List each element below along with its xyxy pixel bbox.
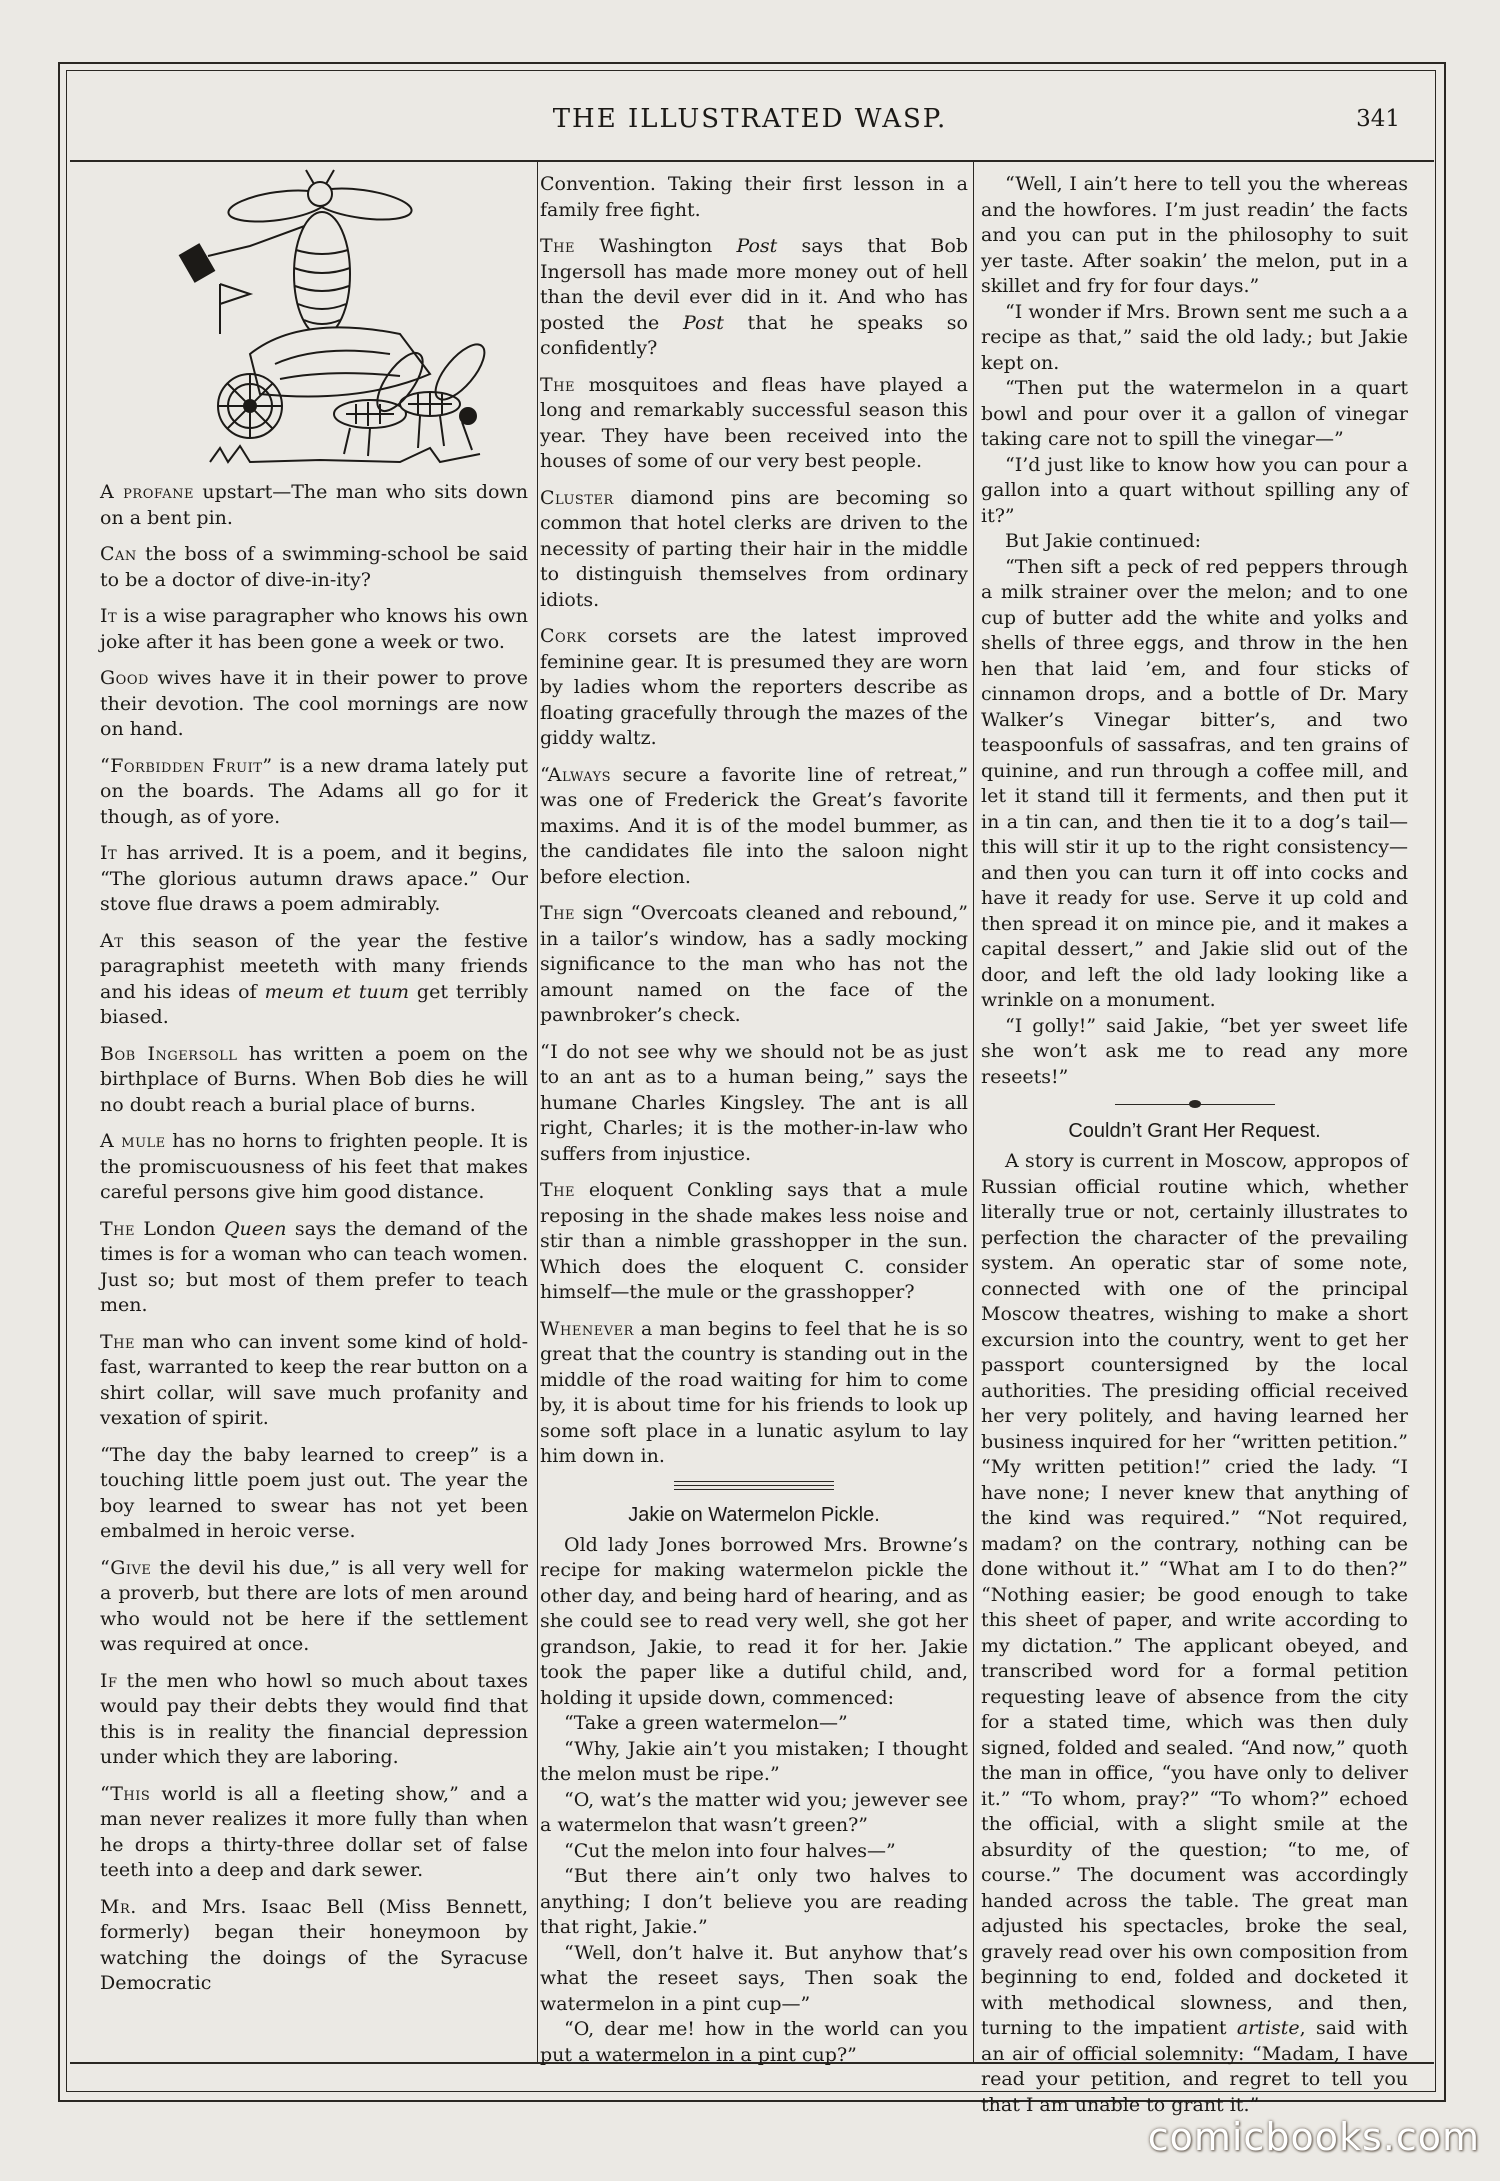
story-title-jakie: Jakie on Watermelon Pickle. [628, 1503, 880, 1526]
paragraph [100, 1895, 528, 1997]
paragraph-text: do not see why we should not be as just to an ant as to a human being,” says the humane Charles Kingsley. The ant is all right, Charles; it is the mother-in-law who suffers from injustice. [540, 1040, 968, 1165]
paragraph: “I golly!” said Jakie, “bet yer sweet life she won’t ask me to read any more reseets!” [981, 1014, 1408, 1088]
paragraph [100, 666, 528, 743]
paragraph-text: a man begins to feel that he is so great that the country is standing out in the middle of the road waiting for him to come by, it is about time for his friends to look up some soft place in a lunatic asylum to lay him down in. [540, 1317, 968, 1467]
paragraph-lead: “Give [100, 1556, 152, 1579]
paragraph [100, 1782, 528, 1884]
paragraph-lead: The [100, 1330, 135, 1353]
paragraph [540, 172, 968, 223]
paragraph-text: is a wise paragrapher who knows his own joke after it has been gone a week or two. [100, 605, 528, 653]
paragraph-lead: If [100, 1669, 118, 1692]
paragraph [100, 841, 528, 918]
paragraph [100, 542, 528, 593]
paragraph [540, 901, 968, 1029]
paragraph-italic: artiste [1236, 2017, 1300, 2039]
paragraph-lead: Mr. [100, 1895, 137, 1918]
paragraph: “But there ain’t only two halves to anything; I don’t believe you are reading that right, Jakie.” [540, 1865, 968, 1938]
paragraph [540, 373, 968, 475]
paragraph [100, 1669, 528, 1771]
paragraph-text: that he speaks so confidently? [540, 311, 969, 359]
page-number: 341 [1356, 106, 1400, 132]
paragraph: “Why, Jakie ain’t you mistaken; I thought the melon must be ripe.” [540, 1737, 968, 1785]
paragraph: “Then sift a peck of red peppers through a milk strainer over the melon; and to one cup of butter add the white and yolks and shells of three eggs, and throw in the hen hen that laid ’em, and four sticks of cinnamon drops, and a bottle of Dr. Mary Walker’s Vinegar bitter’s, and two teaspoonfuls of sassafras, and ten grains of quinine, and run through a coffee mill, and let it stand till it ferments, and then put it in a tin can, and then tie it to a dog’s tail—this will stir it up to the right consistency—and then you can turn it off into cocks and have it ready for use. Serve it up cold and then spread it on mince pie, and it makes a capital dessert,” and Jakie slid out of the door, and left the old lady looking like a wrinkle on a monument. [981, 555, 1408, 1011]
paragraph-lead: “I [540, 1040, 559, 1063]
paragraph [100, 480, 528, 531]
paragraph [100, 1330, 528, 1432]
paragraph-text: wives have it in their power to prove their devotion. The cool mornings are now on hand. [100, 667, 528, 740]
paragraph [540, 1317, 968, 1470]
paragraph [540, 763, 968, 891]
paragraph [981, 1149, 1408, 2118]
paragraph [100, 1217, 528, 1319]
paragraph-text: says the demand of the times is for a woman who can teach women. Just so; but most of them prefer to teach men. [100, 1217, 528, 1316]
paragraph-lead: At [100, 929, 124, 952]
wasp-in-chariot-icon [100, 164, 528, 474]
paragraph-text: world is all a fleeting show,” and a man never realizes it more fully than when he drops a thirty-three dollar set of false teeth into a deep and dark sewer. [100, 1782, 528, 1881]
column-1 [100, 172, 528, 2008]
paragraph-lead: Good [100, 667, 149, 689]
paragraph [100, 604, 528, 655]
paragraph [540, 624, 968, 752]
story-jakie-part-1 [540, 1533, 968, 2069]
paragraph-italic: Post [736, 235, 778, 257]
paragraph-text: is a new drama lately put on the boards. The Adams all go for it though, as of yore. [100, 754, 529, 828]
paragraph: But Jakie continued: [1005, 530, 1202, 552]
paragraph-text: says that Bob Ingersoll has made more money out of hell than the devil ever did in it. And who has posted the [540, 235, 968, 334]
paragraph: “Cut the melon into four halves—” [564, 1839, 896, 1862]
paragraph-text: Convention. Taking their first lesson in a family free fight. [540, 173, 968, 221]
paragraph: “Take a green watermelon—” [564, 1712, 848, 1734]
paragraph-text: the devil his due,” is all very well for a proverb, but there are lots of men around who would not be here if the settlement was required at once. [100, 1556, 528, 1655]
paragraph-text: , said with an air of official solemnity: “Madam, I have read your petition, and regret to tell you that I am unable to grant it.” [981, 2017, 1408, 2116]
paragraph-italic: Queen [223, 1217, 287, 1240]
paragraph-lead: Bob Ingersoll [100, 1042, 238, 1065]
paragraph: “I wonder if Mrs. Brown sent me such a a recipe as that,” said the old lady.; but Jakie kept on. [981, 300, 1408, 374]
paragraph [100, 754, 528, 831]
story-title-request: Couldn’t Grant Her Request. [1068, 1120, 1321, 1142]
paragraph-text: and Mrs. Isaac Bell (Miss Bennett, formerly) began their honeymoon by watching the doings of the Syracuse Democratic [100, 1895, 528, 1994]
paragraph [100, 1556, 528, 1658]
paragraph-text: diamond pins are becoming so common that hotel clerks are driven to the necessity of parting their hair in the middle to distinguish themselves from ordinary idiots. [540, 486, 968, 611]
paragraph [540, 486, 968, 614]
paragraph [100, 1042, 528, 1119]
paragraph-text: upstart—The man who sits down on a bent pin. [100, 481, 528, 529]
paragraph [100, 1443, 528, 1545]
paragraph-lead: “Forbidden Fruit” [100, 754, 273, 777]
watermark-logo: comicbooks.com [1147, 2115, 1480, 2159]
paragraph: “O, wat’s the matter wid you; jewever see a watermelon that wasn’t green?” [540, 1788, 968, 1836]
paragraph-lead: Cluster [540, 486, 614, 509]
paragraph-text: A story is current in Moscow, appropos of Russian official routine which, whether literally true or not, certainly illustrates to perfection the character of the prevailing system. An operatic star of some note, connected with one of the principal Moscow theatres, wishing to make a short excursion into the country, went to get her passport countersigned by the local authorities. The presiding official received her very politely, and having learned her business inquired for her “written petition.” “My written petition!” cried the lady. “I have none; I never knew that anything of the kind was required.” “Not required, madam? on the contrary, nothing can be done without it.” “What am I to do then?” “Nothing easier; be good enough to take this sheet of paper, and write according to my dictation.” The applicant obeyed, and transcribed word for a formal petition requesting leave of absence from the city for a stated time, which was then duly signed, folded and sealed. “And now,” quoth the man in office, “you have only to deliver it.” “To whom, pray?” “To whom?” echoed the official, with a slight smile at the absurdity of the question; “to me, of course.” The document was accordingly handed across the table. The great man adjusted his spectacles, broke the seal, gravely read over his own composition from beginning to end, folded and docketed it with methodical slowness, and then, turning to the impatient [981, 1150, 1408, 2039]
paragraph: “Well, I ain’t here to tell you the whereas and the howfores. I’m just readin’ the facts and you can put in the philosophy to suit yer taste. After soakin’ the melon, put in a skillet and fry for four days.” [981, 173, 1408, 297]
paragraph-text: the boss of a swimming-school be said to be a doctor of dive-in-ity? [100, 543, 528, 591]
paragraph-text: the men who howl so much about taxes would pay their debts they would find that this is in reality the financial depression under which they are laboring. [100, 1669, 528, 1768]
paragraph-lead: The [540, 1179, 575, 1201]
paragraph: “O, dear me! how in the world can you put a watermelon in a pint cup?” [540, 2018, 968, 2066]
paragraph [100, 929, 528, 1031]
paragraph: “I’d just like to know how you can pour a gallon into a quart without spilling any of it?” [981, 453, 1408, 527]
paragraph-italic: meum et tuum [264, 980, 409, 1003]
paragraph-text: eloquent Conkling says that a mule reposing in the shade makes less noise and stir than a nimble grasshopper in the sun. Which does the eloquent C. consider himself—the mule or the grasshopper? [540, 1179, 968, 1303]
paragraph [100, 1129, 528, 1206]
column-rule [537, 162, 538, 2062]
paragraph-lead: It [100, 842, 118, 864]
paragraph-lead: Whenever [540, 1317, 634, 1340]
paragraph-text: this season of the year the festive paragraphist meeteth with many friends and his ideas of [100, 929, 528, 1003]
paragraph [540, 1040, 968, 1168]
paragraph-text: London [135, 1217, 224, 1240]
paragraph-lead: “Always [540, 763, 612, 786]
story-jakie-part-2 [981, 172, 1408, 1090]
column-rule [973, 162, 974, 2062]
paragraph-lead: The [540, 902, 575, 924]
paragraph [540, 1178, 968, 1306]
paragraph-text: has no horns to frighten people. It is the promiscuousness of his feet that makes careful persons give him good distance. [100, 1130, 528, 1203]
paragraph-lead: It [100, 605, 118, 627]
header-rule [70, 160, 1434, 162]
paragraph-lead: Cork [540, 625, 587, 647]
paragraph-italic: Post [682, 311, 724, 334]
paragraph-text: sign “Overcoats cleaned and rebound,” in a tailor’s window, has a sadly mocking significance to the man who has not the amount named on the face of the pawnbroker’s check. [540, 902, 968, 1026]
column-2 [540, 172, 968, 2068]
paragraph-lead: The [100, 1217, 135, 1240]
paragraph-lead: A mule [100, 1130, 166, 1152]
page-header [90, 100, 1410, 150]
paragraph: “Then put the watermelon in a quart bowl and pour over it a gallon of vinegar taking care not to spill the vinegar—” [981, 377, 1408, 450]
paragraph-text: has arrived. It is a poem, and it begins, “The glorious autumn draws apace.” Our stove flue draws a poem admirably. [100, 842, 528, 915]
paragraph-lead: “This [100, 1782, 151, 1805]
paragraph-lead: Can [100, 543, 137, 565]
story-request-body [981, 1149, 1408, 2118]
paragraph-text: “The day the baby learned to creep” is a touching little poem just out. The year the boy learned to swear has not yet been embalmed in heroic verse. [100, 1443, 528, 1542]
paragraph-lead: The [540, 235, 575, 257]
column-2-paragraphs [540, 172, 968, 1470]
column-1-paragraphs [100, 480, 528, 1997]
paragraph-text: man who can invent some kind of hold-fast, warranted to keep the rear button on a shirt collar, will save much profanity and vexation of spirit. [100, 1330, 528, 1429]
paragraph [540, 234, 968, 362]
paragraph-text: has written a poem on the birthplace of Burns. When Bob dies he will no doubt reach a burial place of burns. [100, 1042, 528, 1116]
section-divider [674, 1481, 834, 1490]
paragraph-text: get terribly biased. [100, 980, 528, 1028]
paragraph: Old lady Jones borrowed Mrs. Browne’s recipe for making watermelon pickle the other day, and being hard of hearing, and as she could see to read very well, she got her grandson, Jakie, to read it for her. Jakie took the paper like a dutiful child, and, holding it upside down, commenced: [540, 1533, 968, 1709]
masthead-title: THE ILLUSTRATED WASP. [552, 104, 948, 134]
paragraph-text: mosquitoes and fleas have played a long and remarkably successful season this year. They have been received into the houses of some of our very best people. [540, 373, 968, 472]
section-divider [1115, 1100, 1275, 1108]
paragraph: “Well, don’t halve it. But anyhow that’s what the reseet says, Then soak the watermelon in a pint cup—” [540, 1941, 968, 2015]
paragraph-lead: A profane [100, 481, 194, 503]
paragraph-text: Washington [575, 235, 737, 257]
column-3 [981, 172, 1408, 2118]
paragraph-text: secure a favorite line of retreat,” was one of Frederick the Great’s favorite maxims. And it is of the model bummer, as the candidates file into the saloon night before election. [540, 763, 968, 888]
paragraph-text: corsets are the latest improved feminine gear. It is presumed they are worn by ladies whom the reporters describe as floating gracefully through the mazes of the giddy waltz. [540, 625, 968, 749]
paragraph-lead: The [540, 373, 575, 396]
